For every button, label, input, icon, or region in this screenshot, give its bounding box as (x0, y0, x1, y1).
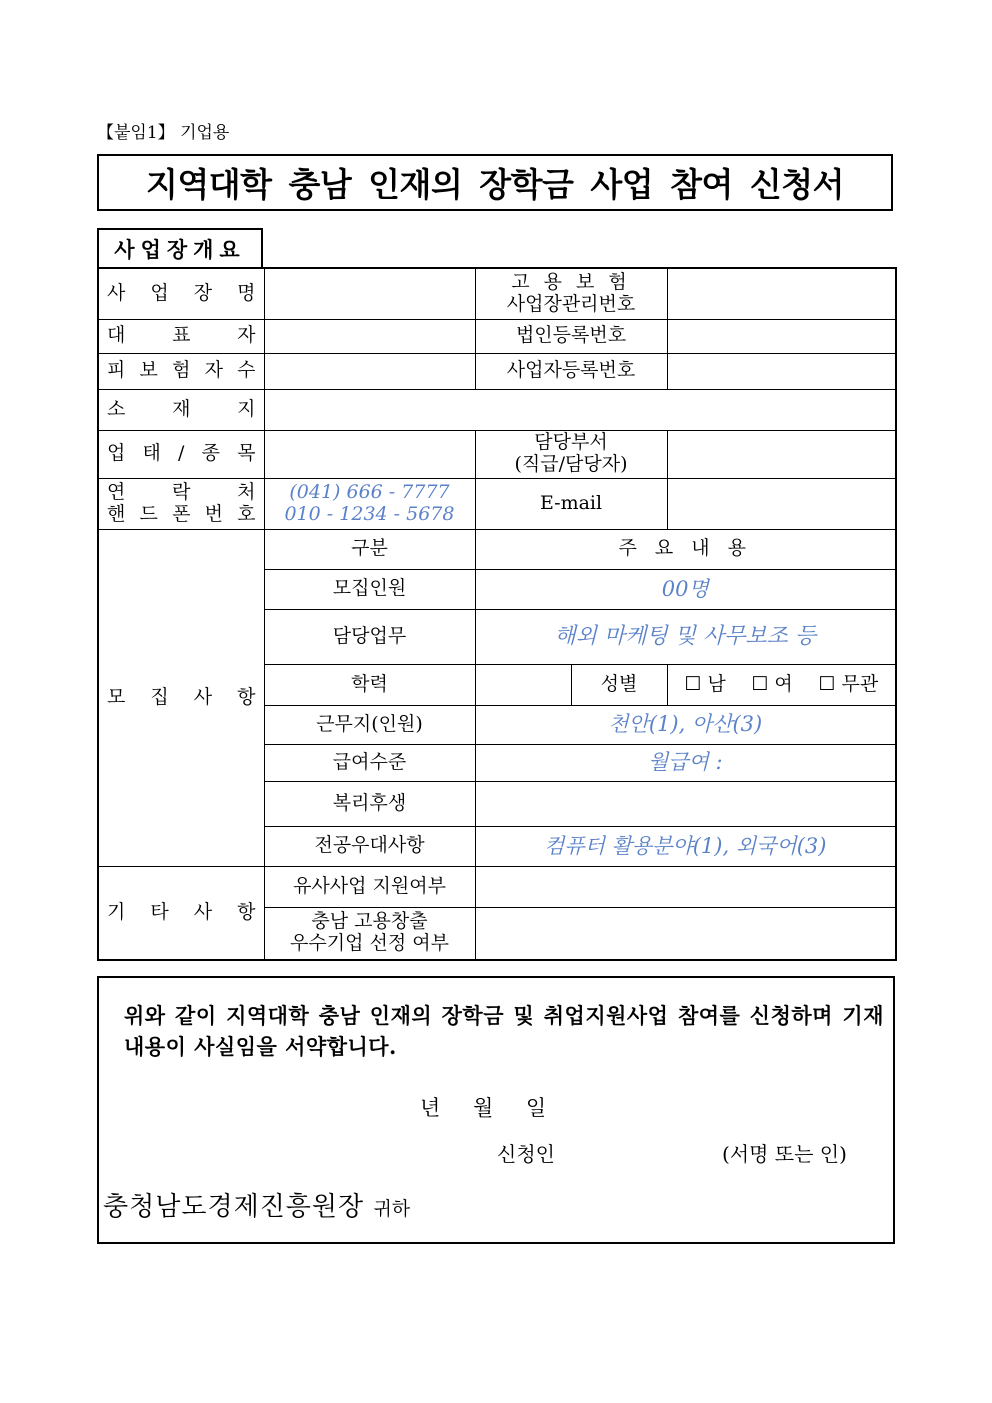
col-content-header: 주 요 내 용 (475, 529, 896, 569)
education-field[interactable] (475, 664, 571, 705)
corp-reg-label: 법인등록번호 (475, 319, 667, 353)
contact-label: 연 락 처 핸 드 폰 번 호 (98, 478, 264, 529)
table-row (98, 319, 896, 353)
business-type-label: 업 태 / 종 목 (98, 430, 264, 478)
mobile-value: 010 - 1234 - 5678 (284, 502, 455, 525)
salary-field[interactable]: 월급여 : (475, 744, 896, 781)
gender-options (667, 664, 896, 705)
table-row (98, 268, 896, 319)
similar-label: 유사사업 지원여부 (264, 866, 475, 907)
table-row (98, 430, 896, 478)
recipient-name: 충청남도경제진흥원장 (103, 1192, 365, 1222)
insured-count-label: 피 보 험 자 수 (98, 353, 264, 389)
biz-reg-label: 사업자등록번호 (475, 353, 667, 389)
recipient (103, 1186, 410, 1223)
insured-count-field[interactable] (264, 353, 475, 389)
location-label: 소 재 지 (98, 389, 264, 430)
applicant-label: 신청인 (497, 1142, 555, 1166)
gender-male-checkbox[interactable]: ☐ 남 (684, 672, 726, 695)
etc-section-label: 기 타 사 항 (98, 866, 264, 960)
application-table (97, 267, 897, 961)
major-label: 전공우대사항 (264, 826, 475, 866)
gender-label: 성별 (571, 664, 667, 705)
duty-field[interactable]: 해외 마케팅 및 사무보조 등 (475, 609, 896, 664)
title-box (97, 154, 893, 211)
excellent-label: 충남 고용창출 우수기업 선정 여부 (264, 907, 475, 960)
attachment-label: 【붙임1】 기업용 (97, 123, 230, 143)
page-title: 지역대학 충남 인재의 장학금 사업 참여 신청서 (145, 165, 845, 204)
biz-reg-field[interactable] (667, 353, 896, 389)
workplace-field[interactable]: 천안(1), 아산(3) (475, 705, 896, 744)
sign-hint: (서명 또는 인) (722, 1142, 847, 1166)
excellent-field[interactable] (475, 907, 896, 960)
similar-field[interactable] (475, 866, 896, 907)
major-field[interactable]: 컴퓨터 활용분야(1), 외국어(3) (475, 826, 896, 866)
business-type-field[interactable] (264, 430, 475, 478)
contact-field[interactable] (264, 478, 475, 529)
welfare-label: 복리후생 (264, 781, 475, 826)
phone-value: (041) 666 - 7777 (289, 480, 450, 503)
col-category-header: 구분 (264, 529, 475, 569)
table-row (98, 866, 896, 907)
business-name-field[interactable] (264, 268, 475, 319)
duty-label: 담당업무 (264, 609, 475, 664)
headcount-label: 모집인원 (264, 569, 475, 609)
table-row (98, 389, 896, 430)
insurance-label: 고 용 보 험 사업장관리번호 (475, 268, 667, 319)
corp-reg-field[interactable] (667, 319, 896, 353)
table-row (98, 353, 896, 389)
workplace-label: 근무지(인원) (264, 705, 475, 744)
representative-field[interactable] (264, 319, 475, 353)
table-row (98, 529, 896, 569)
location-field[interactable] (264, 389, 896, 430)
section-overview-label: 사업장개요 (97, 228, 263, 268)
dept-field[interactable] (667, 430, 896, 478)
recruit-section-label: 모 집 사 항 (98, 529, 264, 866)
salary-label: 급여수준 (264, 744, 475, 781)
email-label: E-mail (475, 478, 667, 529)
gender-female-checkbox[interactable]: ☐ 여 (751, 672, 793, 695)
gender-any-checkbox[interactable]: ☐ 무관 (818, 672, 879, 695)
date-line: 년 월 일 (420, 1096, 547, 1120)
business-name-label: 사 업 장 명 (98, 268, 264, 319)
insurance-field[interactable] (667, 268, 896, 319)
education-label: 학력 (264, 664, 475, 705)
representative-label: 대 표 자 (98, 319, 264, 353)
welfare-field[interactable] (475, 781, 896, 826)
dept-label: 담당부서 (직급/담당자) (475, 430, 667, 478)
recipient-suffix: 귀하 (373, 1198, 411, 1220)
email-field[interactable] (667, 478, 896, 529)
pledge-text: 위와 같이 지역대학 충남 인재의 장학금 및 취업지원사업 참여를 신청하며 기재내용이 사실임을 서약합니다. (124, 1003, 884, 1059)
headcount-field[interactable]: 00명 (475, 569, 896, 609)
table-row (98, 478, 896, 529)
